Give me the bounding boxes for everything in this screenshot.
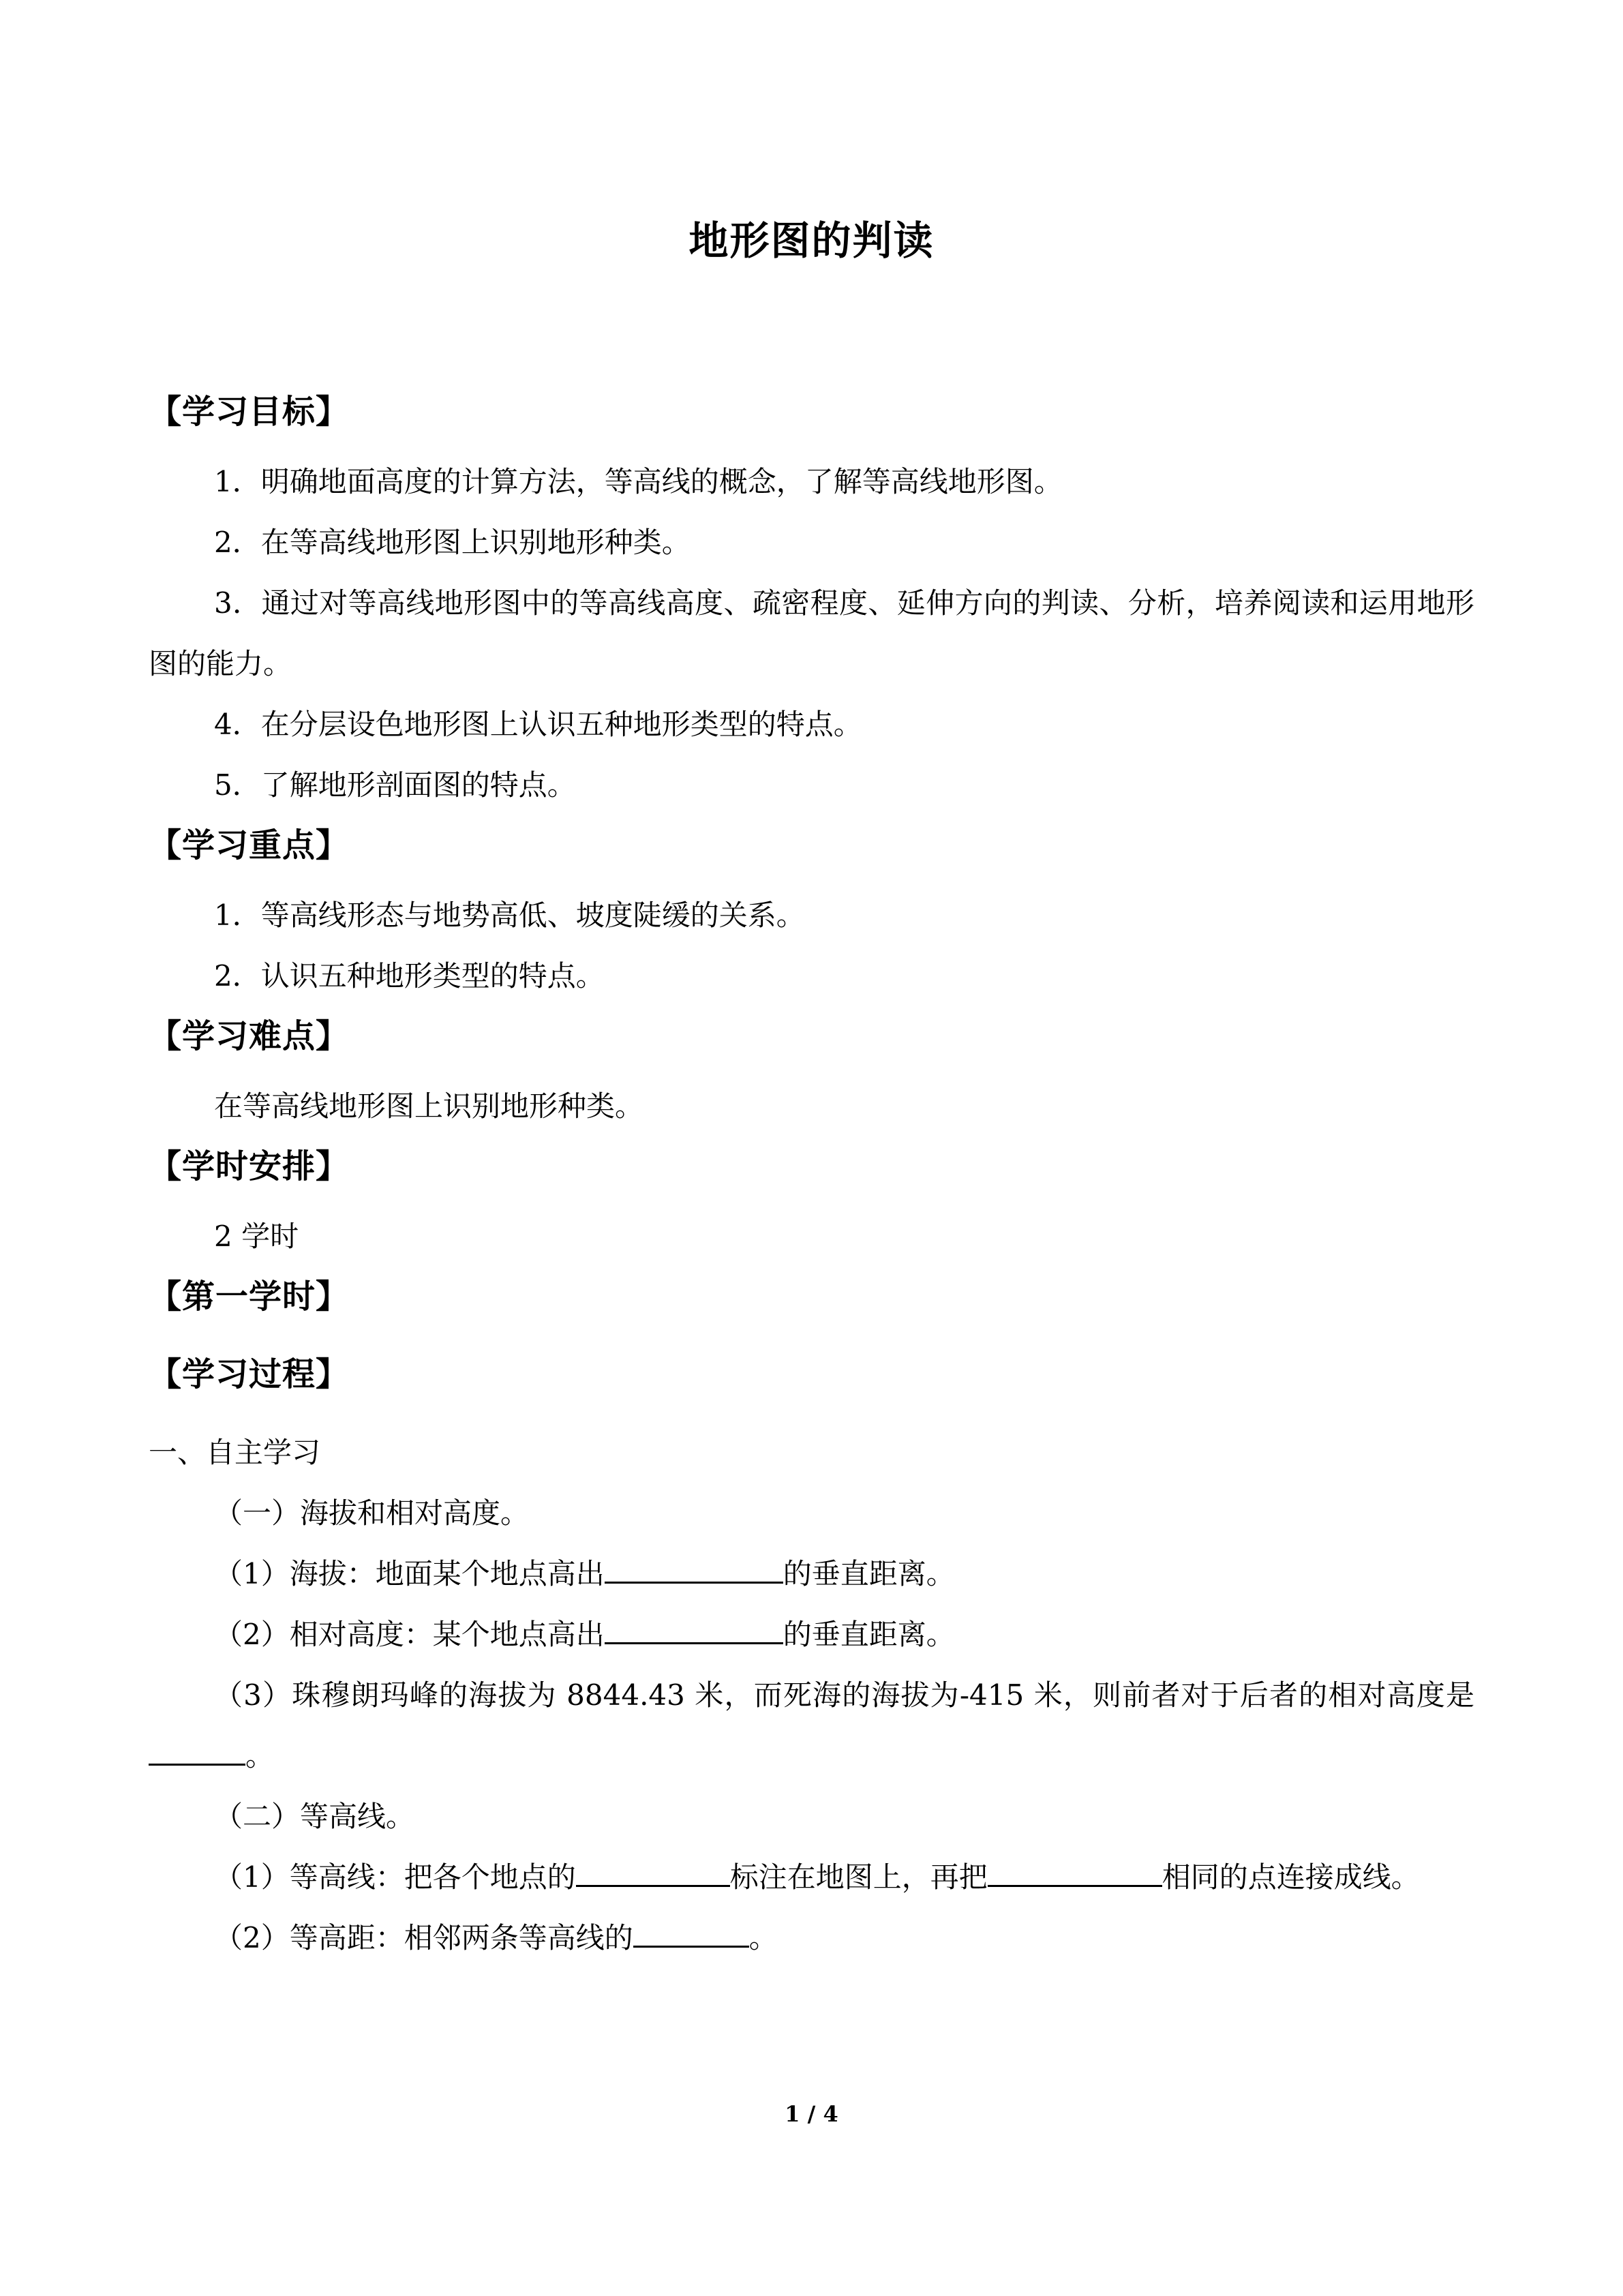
section-heading-schedule: 【学时安排】 bbox=[149, 1147, 350, 1185]
key-item: 2．认识五种地形类型的特点。 bbox=[214, 959, 605, 993]
goal-item: 3．通过对等高线地形图中的等高线高度、疏密程度、延伸方向的判读、分析，培养阅读和运用地形图的能力。 bbox=[149, 586, 1474, 680]
page-title: 地形图的判读 bbox=[688, 217, 935, 264]
subsection-title: （一）海拔和相对高度。 bbox=[214, 1496, 530, 1530]
answer-blank[interactable] bbox=[576, 1858, 730, 1887]
document-body bbox=[149, 382, 1474, 1968]
answer-blank[interactable] bbox=[988, 1858, 1162, 1887]
answer-blank[interactable] bbox=[149, 1736, 245, 1766]
section-heading-process: 【学习过程】 bbox=[149, 1355, 350, 1393]
goal-item: 1．明确地面高度的计算方法，等高线的概念，了解等高线地形图。 bbox=[214, 465, 1063, 498]
question-contour-interval: （2）等高距：相邻两条等高线的 。 bbox=[149, 1907, 1474, 1968]
key-item: 1．等高线形态与地势高低、坡度陡缓的关系。 bbox=[214, 898, 805, 932]
subsection-title: （二）等高线。 bbox=[214, 1800, 415, 1833]
difficulty-text: 在等高线地形图上识别地形种类。 bbox=[214, 1089, 644, 1123]
goal-item: 4．在分层设色地形图上认识五种地形类型的特点。 bbox=[214, 708, 862, 741]
question-altitude: （1）海拔：地面某个地点高出 的垂直距离。 bbox=[149, 1543, 1474, 1604]
section-heading-goals: 【学习目标】 bbox=[149, 393, 350, 431]
page-number: 1 / 4 bbox=[785, 2101, 838, 2127]
question-contour: （1）等高线：把各个地点的 标注在地图上，再把 相同的点连接成线。 bbox=[149, 1847, 1474, 1907]
section-heading-first-period: 【第一学时】 bbox=[149, 1278, 350, 1316]
question-everest: （3）珠穆朗玛峰的海拔为 8844.43 米，而死海的海拔为-415 米，则前者对于后者的相对高度是。 bbox=[149, 1665, 1474, 1786]
section-heading-difficulty: 【学习难点】 bbox=[149, 1017, 350, 1055]
goal-item: 5．了解地形剖面图的特点。 bbox=[214, 768, 576, 802]
goal-item: 2．在等高线地形图上识别地形种类。 bbox=[214, 526, 691, 559]
part-title: 一、自主学习 bbox=[149, 1436, 321, 1469]
answer-blank[interactable] bbox=[605, 1615, 783, 1644]
answer-blank[interactable] bbox=[605, 1554, 783, 1584]
answer-blank[interactable] bbox=[633, 1918, 749, 1948]
question-relative-height: （2）相对高度：某个地点高出 的垂直距离。 bbox=[149, 1604, 1474, 1665]
section-heading-key: 【学习重点】 bbox=[149, 826, 350, 864]
schedule-text: 2 学时 bbox=[214, 1220, 299, 1253]
